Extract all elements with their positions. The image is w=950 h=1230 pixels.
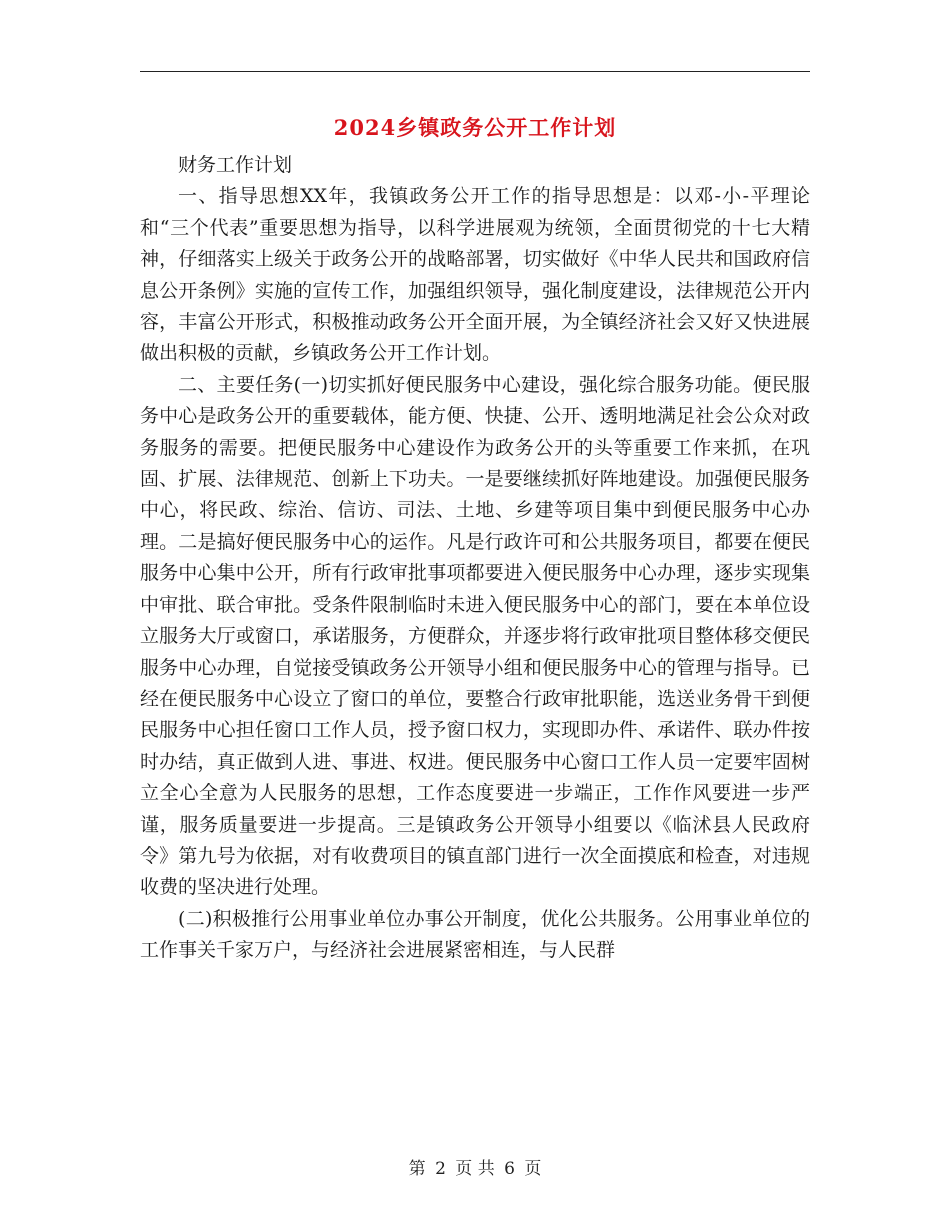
paragraph-public-utilities: (二)积极推行公用事业单位办事公开制度，优化公共服务。公用事业单位的工作事关千家万户，与经济社会进展紧密相连，与人民群 bbox=[140, 907, 810, 962]
header-rule bbox=[140, 71, 810, 72]
footer-middle: 页 共 bbox=[455, 1159, 495, 1179]
document-body bbox=[140, 150, 810, 967]
paragraph-guiding-thought: 一、指导思想XX年，我镇政务公开工作的指导思想是：以邓-小-平理论和“三个代表”重要思想为指导，以科学进展观为统领，全面贯彻党的十七大精神，仔细落实上级关于政务公开的战略部署，切实做好《中华人民共和国政府信息公开条例》实施的宣传工作，加强组织领导，强化制度建设，法律规范公开内容，丰富公开形式，积极推动政务公开全面开展，为全镇经济社会又好又快进展做出积极的贡献，乡镇政务公开工作计划。 bbox=[140, 185, 810, 365]
footer-prefix: 第 bbox=[408, 1159, 426, 1179]
paragraph-subheading: 财务工作计划 bbox=[178, 154, 293, 176]
paragraph-main-tasks: 二、主要任务(一)切实抓好便民服务中心建设，强化综合服务功能。便民服务中心是政务公开的重要载体，能方便、快捷、公开、透明地满足社会公众对政务服务的需要。把便民服务中心建设作为政务公开的头等重要工作来抓，在巩固、扩展、法律规范、创新上下功夫。一是要继续抓好阵地建设。加强便民服务中心，将民政、综治、信访、司法、土地、乡建等项目集中到便民服务中心办理。二是搞好便民服务中心的运作。凡是行政许可和公共服务项目，都要在便民服务中心集中公开，所有行政审批事项都要进入便民服务中心办理，逐步实现集中审批、联合审批。受条件限制临时未进入便民服务中心的部门，要在本单位设立服务大厅或窗口，承诺服务，方便群众，并逐步将行政审批项目整体移交便民服务中心办理，自觉接受镇政务公开领导小组和便民服务中心的管理与指导。已经在便民服务中心设立了窗口的单位，要整合行政审批职能，选送业务骨干到便民服务中心担任窗口工作人员，授予窗口权力，实现即办件、承诺件、联办件按时办结，真正做到人进、事进、权进。便民服务中心窗口工作人员一定要牢固树立全心全意为人民服务的思想，工作态度要进一步端正，工作作风要进一步严谨，服务质量要进一步提高。三是镇政务公开领导小组要以《临沭县人民政府令》第九号为依据，对有收费项目的镇直部门进行一次全面摸底和检查，对违规收费的坚决进行处理。 bbox=[140, 373, 810, 899]
page-footer bbox=[140, 1154, 810, 1179]
footer-page-number: 2 bbox=[435, 1159, 446, 1179]
document-title: 2024乡镇政务公开工作计划 bbox=[333, 115, 617, 140]
footer-suffix: 页 bbox=[524, 1159, 542, 1179]
footer-total-pages: 6 bbox=[504, 1159, 515, 1179]
